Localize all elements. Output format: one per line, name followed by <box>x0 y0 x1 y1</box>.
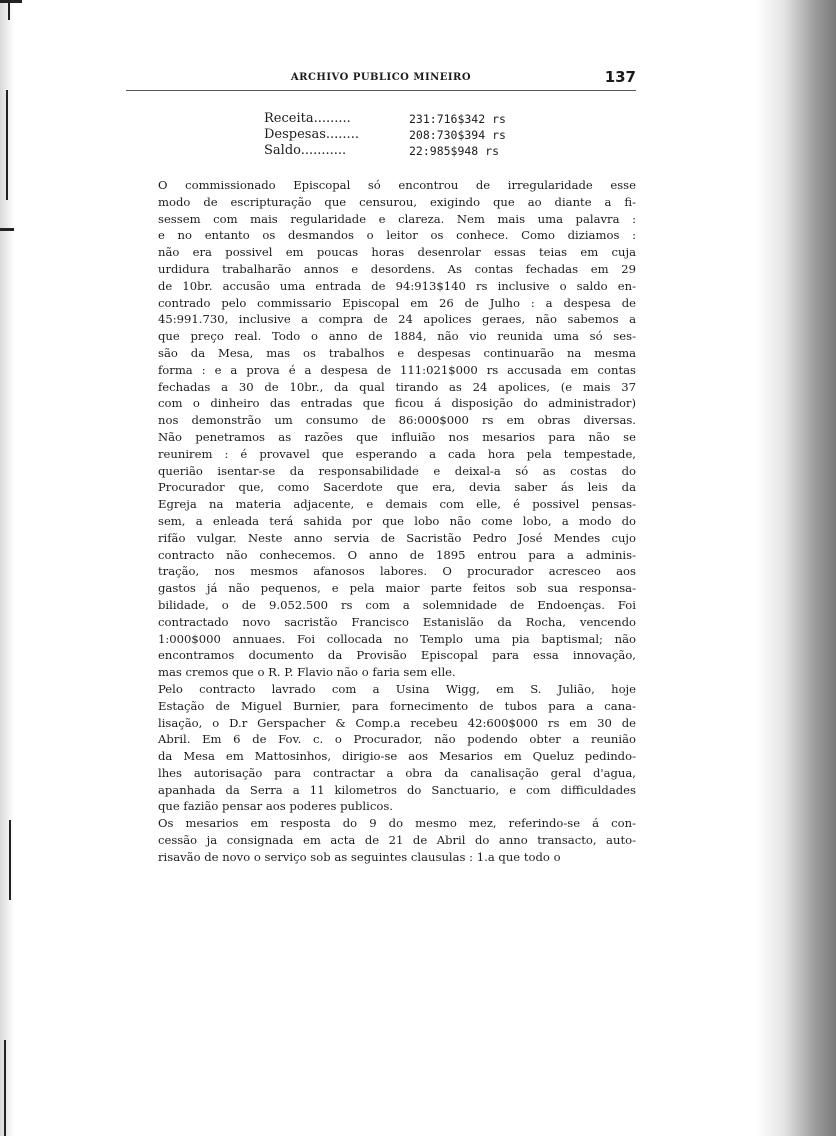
scan-right-shadow <box>756 0 836 1136</box>
scan-edge-mark-left <box>6 90 8 200</box>
account-label: Despesas........ <box>264 127 359 142</box>
text-line: Procurador que, como Sacerdote que era, devia saber ás leis da <box>158 480 636 495</box>
account-label: Receita......... <box>264 111 351 126</box>
text-line: nos demonstrão um consumo de 86:000$000 rs em obras diversas. <box>158 413 636 428</box>
text-line: mas cremos que o R. P. Flavio não o faria sem elle. <box>158 665 456 680</box>
text-line: forma : e a prova é a despesa de 111:021$000 rs accusada em contas <box>158 362 636 377</box>
text-line: Os mesarios em resposta do 9 do mesmo mez, referindo-se á con- <box>158 816 636 831</box>
text-line: e no entanto os desmandos o leitor os conhece. Como diziamos : <box>158 228 636 243</box>
account-value: 22:985$948 rs <box>409 144 500 158</box>
account-label: Saldo........... <box>264 143 347 158</box>
text-line: são da Mesa, mas os trabalhos e despesas continuarão na mesma <box>158 345 636 360</box>
text-line: tração, nos mesmos afanosos labores. O procurador acresceo aos <box>158 564 636 579</box>
text-line: 1:000$000 annuaes. Foi collocada no Templo uma pia baptismal; não <box>158 631 636 646</box>
text-line: lhes autorisação para contractar a obra da canalisação geral d'agua, <box>158 765 636 780</box>
account-row <box>264 143 636 159</box>
text-line: encontramos documento da Provisão Episcopal para essa innovação, <box>158 648 636 663</box>
text-line: de 10br. accusão uma entrada de 94:913$140 rs inclusive o saldo en- <box>158 278 636 293</box>
text-line: da Mesa em Mattosinhos, dirigio-se aos Mesarios em Queluz pedindo- <box>158 749 636 764</box>
text-line: Abril. Em 6 de Fov. c. o Procurador, não podendo obter a reunião <box>158 732 636 747</box>
text-line: não era possivel em poucas horas desenrolar essas teias em cuja <box>158 245 636 260</box>
text-line: fechadas a 30 de 10br., da qual tirando as 24 apolices, (e mais 37 <box>158 379 636 394</box>
text-line: rifão vulgar. Neste anno servia de Sacristão Pedro José Mendes cujo <box>158 530 636 545</box>
scan-edge-mark-top <box>0 0 22 3</box>
paragraph <box>126 177 636 681</box>
text-line: reunirem : é provavel que esperando a cada hora pela tempestade, <box>158 446 636 461</box>
text-line: modo de escripturação que censurou, exigindo que ao diante a fi- <box>158 194 636 209</box>
text-line: sem, a enleada terá sahida por que lobo não come lobo, a modo do <box>158 513 636 528</box>
text-line: 45:991.730, inclusive a compra de 24 apolices geraes, não sabemos a <box>158 312 636 327</box>
text-line: urdidura trabalharão annos e desordens. As contas fechadas em 29 <box>158 261 636 276</box>
text-line: bilidade, o de 9.052.500 rs com a solemnidade de Endoenças. Foi <box>158 597 636 612</box>
paragraph <box>126 681 636 815</box>
account-value: 208:730$394 rs <box>409 128 506 142</box>
text-line: contracto não conhecemos. O anno de 1895 entrou para a adminis- <box>158 547 636 562</box>
book-page <box>126 64 636 866</box>
paragraph <box>126 815 636 865</box>
text-line: Pelo contracto lavrado com a Usina Wigg, em S. Julião, hoje <box>158 681 636 696</box>
text-line: sessem com mais regularidade e clareza. Nem mais uma palavra : <box>158 211 636 226</box>
page-number: 137 <box>604 68 636 86</box>
accounts-summary <box>264 111 636 159</box>
scan-edge-mark-top-vertical <box>8 0 10 20</box>
text-line: contrado pelo commissario Episcopal em 26 de Julho : a despesa de <box>158 295 636 310</box>
account-row <box>264 127 636 143</box>
text-line: risavão de novo o serviço sob as seguintes clausulas : 1.a que todo o <box>158 849 561 864</box>
running-title: ARCHIVO PUBLICO MINEIRO <box>290 72 472 83</box>
text-line: O commissionado Episcopal só encontrou de irregularidade esse <box>158 178 636 192</box>
text-line: gastos já não pequenos, e pela maior parte feitos sob sua responsa- <box>158 581 636 596</box>
scan-edge-mark-left-small <box>0 228 14 231</box>
scan-edge-mark-left-mid <box>9 820 11 900</box>
text-line: Egreja na materia adjacente, e demais com elle, é possivel pensas- <box>158 497 636 512</box>
account-value: 231:716$342 rs <box>409 112 506 126</box>
text-line: apanhada da Serra a 11 kilometros do Sanctuario, e com difficuldades <box>158 782 636 797</box>
scan-edge-mark-bottom <box>4 1040 6 1136</box>
text-line: que fazião pensar aos poderes publicos. <box>158 799 393 814</box>
text-line: contractado novo sacristão Francisco Estanislão da Rocha, vencendo <box>158 614 636 629</box>
account-row <box>264 111 636 127</box>
text-line: Estação de Miguel Burnier, para fornecimento de tubos para a cana- <box>158 698 636 713</box>
text-line: lisação, o D.r Gerspacher & Comp.a recebeu 42:600$000 rs em 30 de <box>158 715 636 730</box>
text-line: cessão ja consignada em acta de 21 de Abril do anno transacto, auto- <box>158 833 636 848</box>
body-text <box>126 177 636 866</box>
text-line: querião isentar-se da responsabilidade e deixal-a só as costas do <box>158 463 636 478</box>
text-line: com o dinheiro das entradas que ficou á disposição do administrador) <box>158 396 636 411</box>
page-header <box>126 64 636 91</box>
text-line: que preço real. Todo o anno de 1884, não vio reunida uma só ses- <box>158 329 636 344</box>
text-line: Não penetramos as razões que influião nos mesarios para não se <box>158 429 636 444</box>
